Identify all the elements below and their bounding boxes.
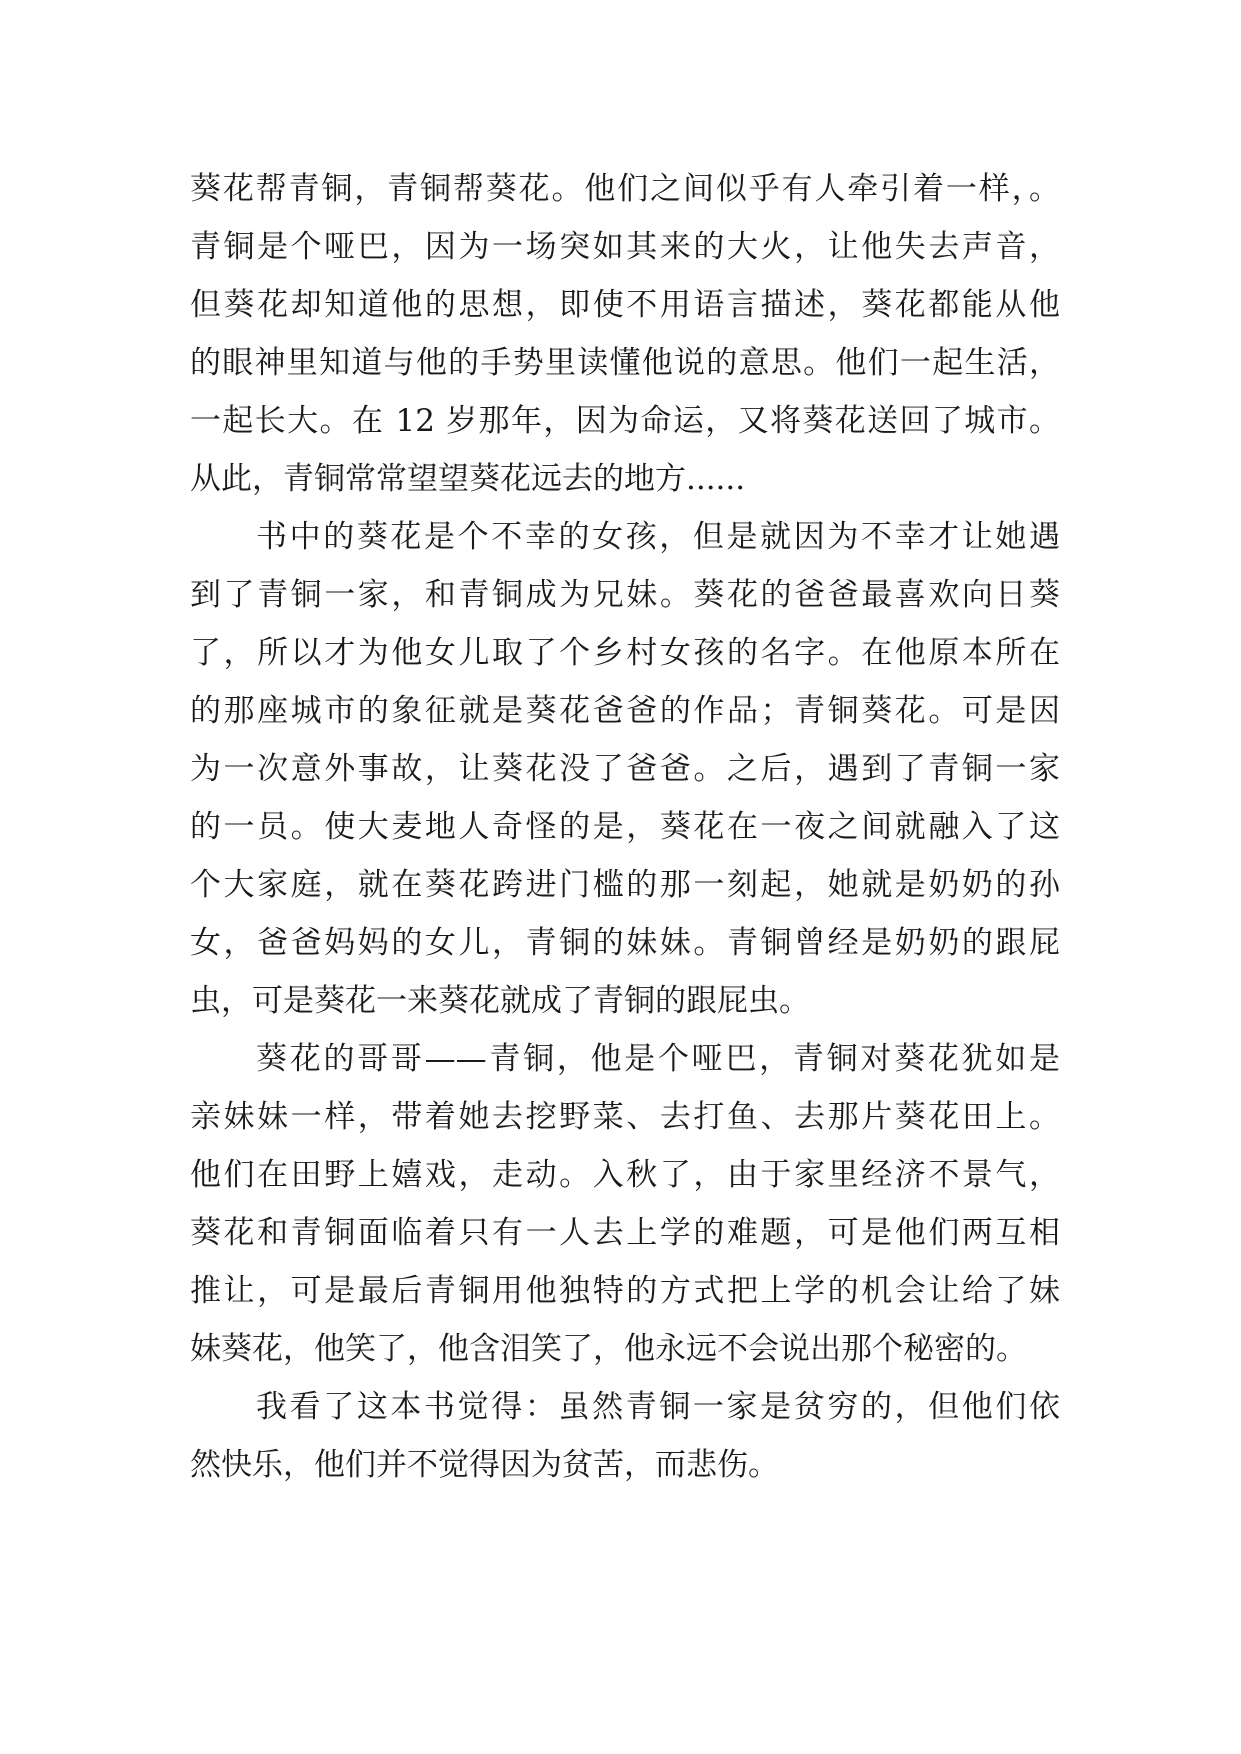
text-line: 的一员。使大麦地人奇怪的是，葵花在一夜之间就融入了这 [190, 809, 1060, 845]
text-line: 书中的葵花是个不幸的女孩，但是就因为不幸才让她遇 [256, 519, 1060, 555]
text-line: 女，爸爸妈妈的女儿，青铜的妹妹。青铜曾经是奶奶的跟屁 [190, 925, 1060, 961]
text-line: 为一次意外事故，让葵花没了爸爸。之后，遇到了青铜一家 [190, 751, 1060, 787]
text-line: 然快乐，他们并不觉得因为贫苦，而悲伤。 [190, 1447, 779, 1483]
text-line: 妹葵花，他笑了，他含泪笑了，他永远不会说出那个秘密的。 [190, 1331, 1027, 1367]
document-body [190, 160, 1060, 1494]
text-line: 推让，可是最后青铜用他独特的方式把上学的机会让给了妹 [190, 1273, 1060, 1309]
paragraph-1 [190, 160, 1060, 508]
text-line: 从此，青铜常常望望葵花远去的地方...... [190, 461, 746, 497]
text-line: 葵花和青铜面临着只有一人去上学的难题，可是他们两互相 [190, 1215, 1060, 1251]
text-line: 他们在田野上嬉戏，走动。入秋了，由于家里经济不景气， [190, 1157, 1060, 1193]
text-line: 青铜是个哑巴，因为一场突如其来的大火，让他失去声音， [190, 229, 1060, 265]
text-line: 到了青铜一家，和青铜成为兄妹。葵花的爸爸最喜欢向日葵 [190, 577, 1060, 613]
text-line: 的眼神里知道与他的手势里读懂他说的意思。他们一起生活， [190, 345, 1060, 381]
paragraph-2 [190, 508, 1060, 1030]
text-line: 但葵花却知道他的思想，即使不用语言描述，葵花都能从他 [190, 287, 1060, 323]
paragraph-3 [190, 1030, 1060, 1378]
text-line: 一起长大。在 12 岁那年，因为命运，又将葵花送回了城市。 [190, 403, 1060, 439]
text-line: 了，所以才为他女儿取了个乡村女孩的名字。在他原本所在 [190, 635, 1060, 671]
text-line: 我看了这本书觉得：虽然青铜一家是贫穷的，但他们依 [256, 1389, 1060, 1425]
text-line: 亲妹妹一样，带着她去挖野菜、去打鱼、去那片葵花田上。 [190, 1099, 1060, 1135]
text-line: 的那座城市的象征就是葵花爸爸的作品；青铜葵花。可是因 [190, 693, 1060, 729]
paragraph-4 [190, 1378, 1060, 1494]
text-line: 葵花的哥哥——青铜，他是个哑巴，青铜对葵花犹如是 [256, 1041, 1060, 1077]
text-line: 葵花帮青铜，青铜帮葵花。他们之间似乎有人牵引着一样，。 [190, 171, 1060, 207]
text-line: 个大家庭，就在葵花跨进门槛的那一刻起，她就是奶奶的孙 [190, 867, 1060, 903]
text-line: 虫，可是葵花一来葵花就成了青铜的跟屁虫。 [190, 983, 810, 1019]
